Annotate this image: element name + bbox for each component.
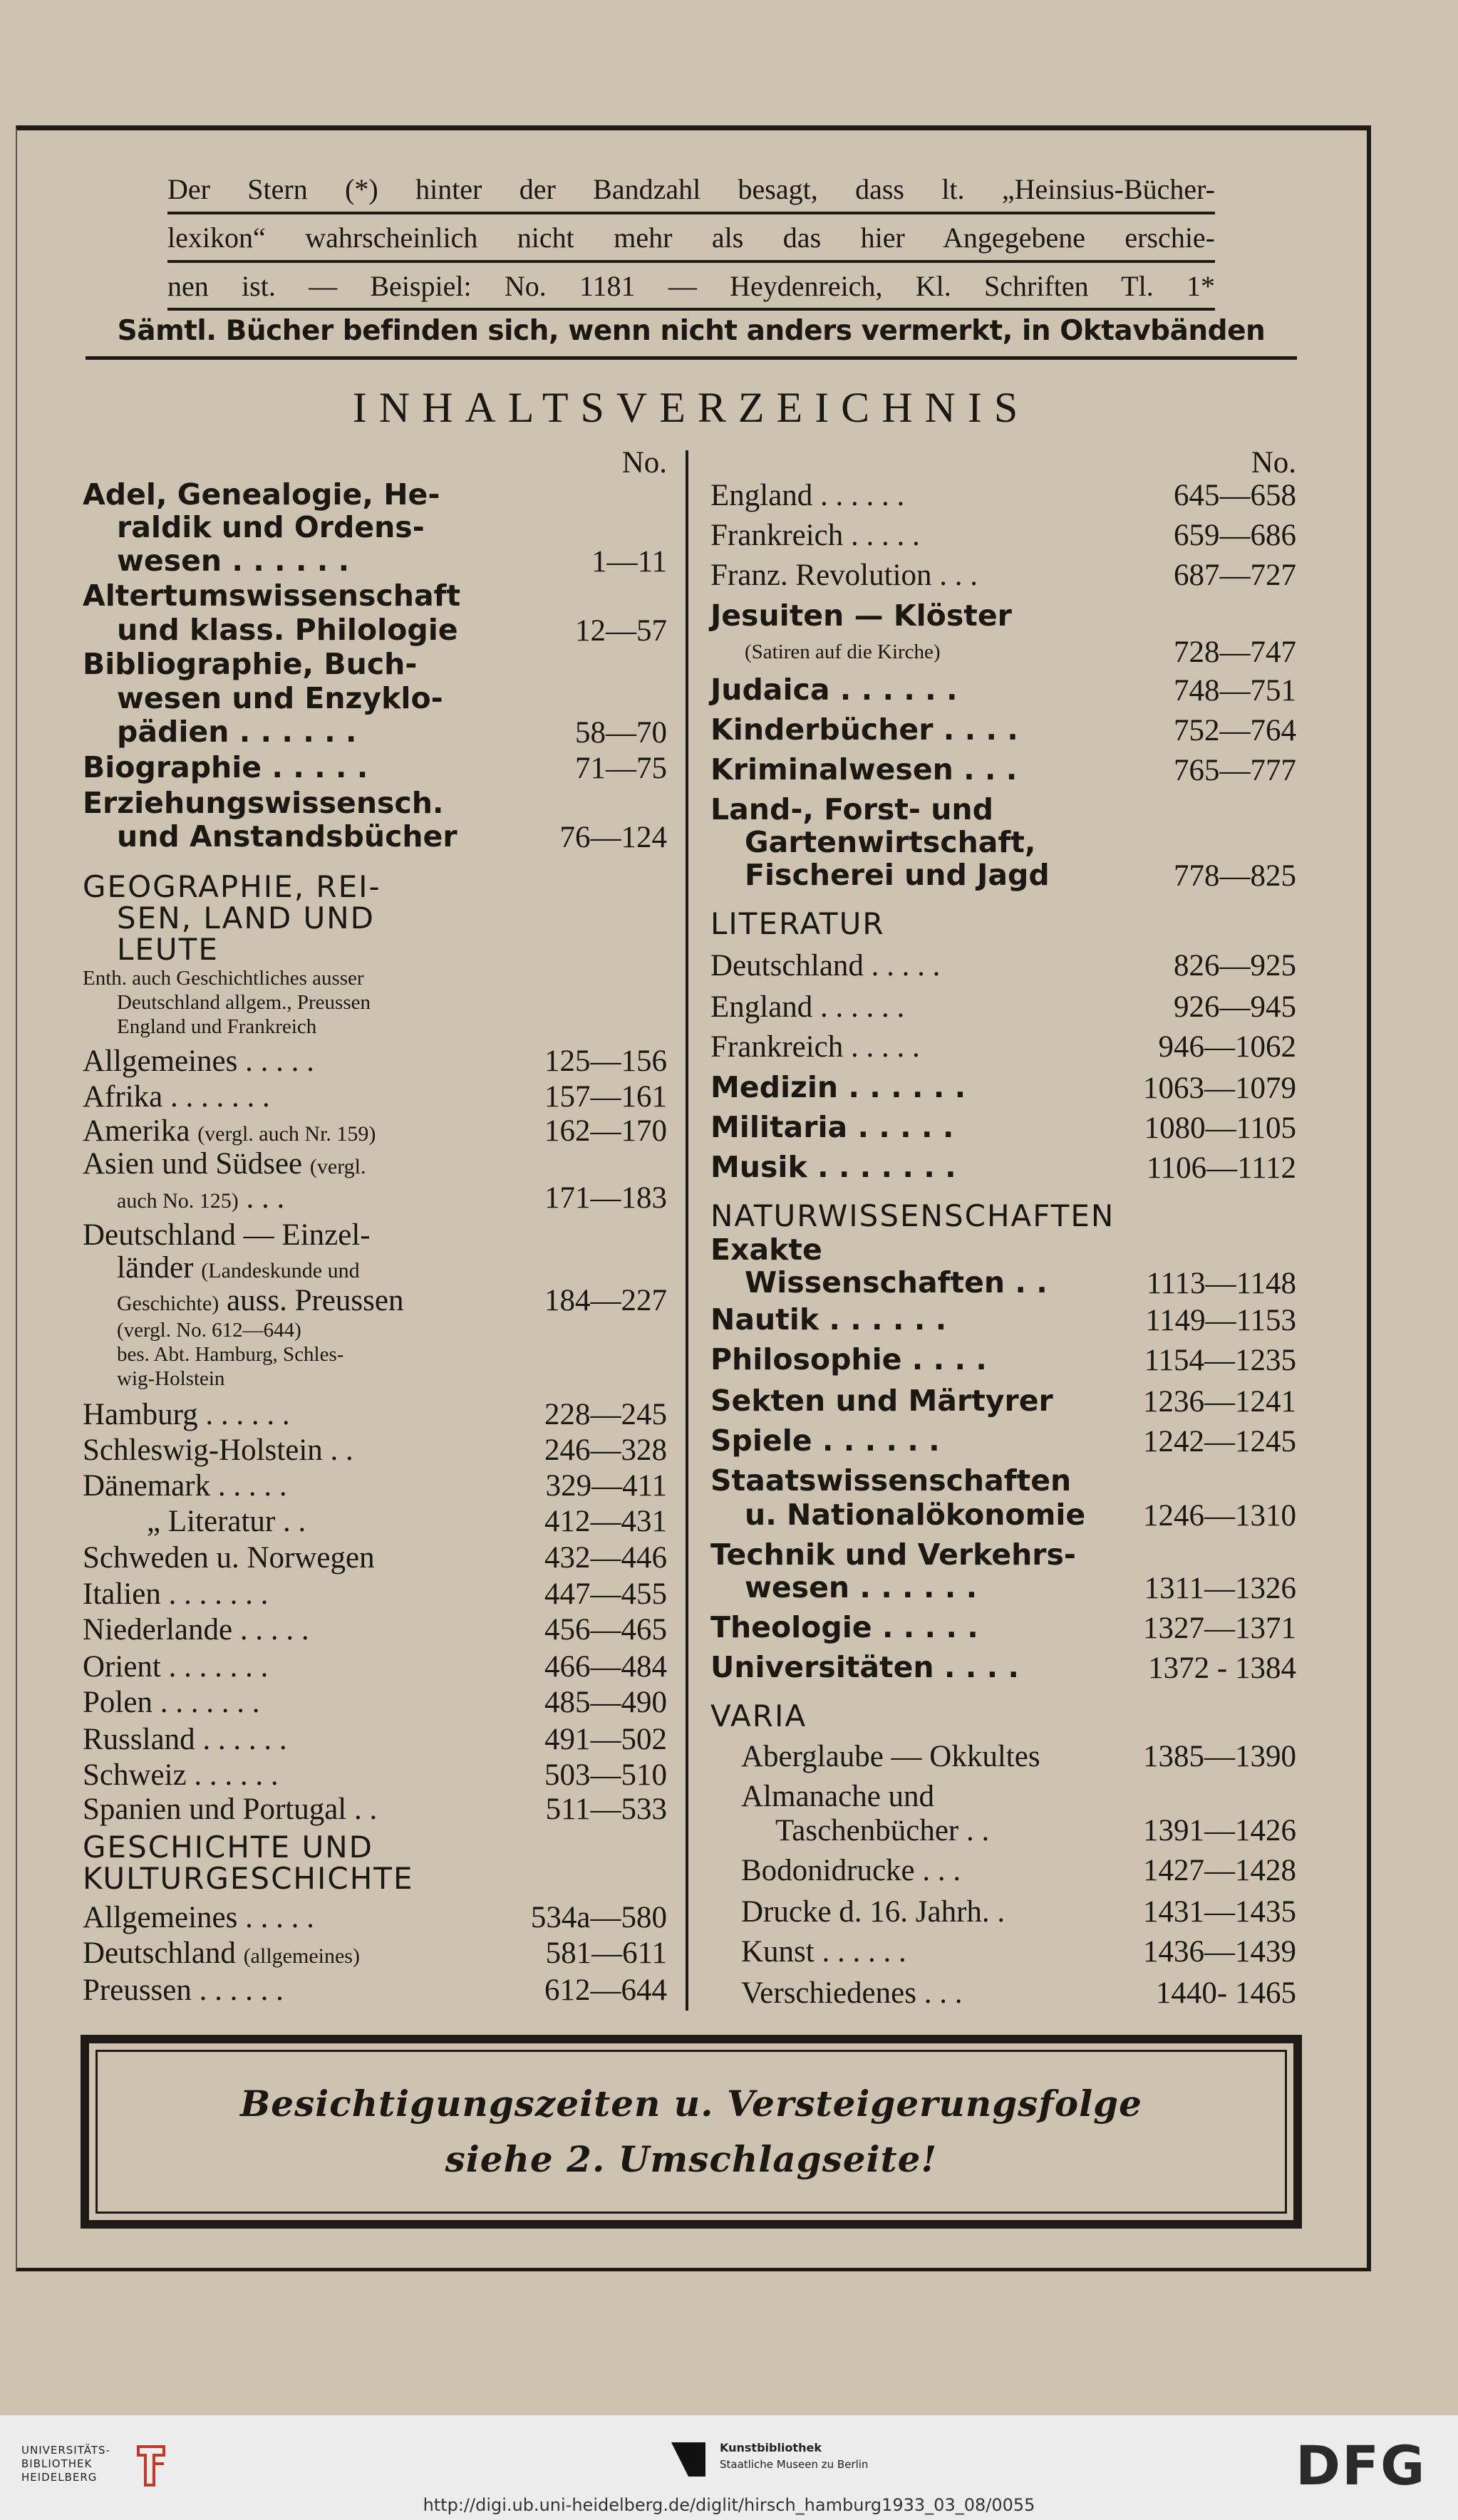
toc-entry: wesen und Enzyklo- — [117, 681, 443, 715]
toc-entry: „ Literatur . . 412—431 — [147, 1505, 667, 1538]
toc-entry: Geschichte) auss. Preussen 184—227 — [117, 1284, 667, 1317]
toc-entry: Spiele . . . . . . 1242—1245 — [710, 1424, 1296, 1458]
toc-entry: Aberglaube — Okkultes 1385—1390 — [741, 1740, 1296, 1773]
toc-title: INHALTSVERZEICHNIS — [352, 384, 1030, 431]
toc-entry: Deutschland . . . . . 826—925 — [710, 949, 1296, 982]
toc-entry: Hamburg . . . . . . 228—245 — [83, 1398, 667, 1431]
section-note: Deutschland allgem., Preussen — [117, 991, 371, 1014]
toc-entry: Spanien und Portugal . . 511—533 — [83, 1793, 667, 1826]
toc-entry: Schweden u. Norwegen 432—446 — [83, 1541, 667, 1575]
notice-box-inner — [95, 2050, 1287, 2214]
toc-entry: Bodonidrucke . . . 1427—1428 — [741, 1854, 1296, 1887]
section-heading: LITERATUR — [710, 906, 885, 941]
section-heading: GEOGRAPHIE, REI- — [83, 869, 381, 904]
rule — [86, 356, 1297, 360]
toc-entry: und Anstandsbücher 76—124 — [117, 819, 667, 854]
toc-entry: Kinderbücher . . . . 752—764 — [710, 712, 1296, 747]
toc-entry: Land-, Forst- und — [710, 792, 993, 826]
toc-entry: Wissenschaften . . 1113—1148 — [745, 1265, 1296, 1300]
heidelberg-logo-icon — [133, 2442, 170, 2489]
toc-entry: Adel, Genealogie, He- — [83, 477, 440, 512]
toc-entry: Afrika . . . . . . . 157—161 — [83, 1080, 667, 1114]
toc-entry: Deutschland (allgemeines) 581—611 — [83, 1936, 667, 1970]
kunstbibliothek-logo-icon — [668, 2439, 708, 2479]
section-heading: VARIA — [710, 1699, 807, 1733]
uni-heidelberg-logo[interactable]: UNIVERSITÄTS- BIBLIOTHEK HEIDELBERG — [21, 2444, 110, 2484]
toc-entry: Polen . . . . . . . 485—490 — [83, 1686, 667, 1719]
toc-entry: Drucke d. 16. Jahrh. . 1431—1435 — [741, 1895, 1296, 1929]
note-bold-line: Sämtl. Bücher befinden sich, wenn nicht anders vermerkt, in Oktavbänden — [117, 315, 1266, 347]
toc-entry: Dänemark . . . . . 329—411 — [83, 1469, 667, 1503]
toc-entry: Bibliographie, Buch- — [83, 647, 418, 681]
toc-entry: Franz. Revolution . . . 687—727 — [710, 559, 1296, 592]
rule — [167, 212, 1215, 214]
toc-entry: Jesuiten — Klöster — [710, 598, 1012, 633]
toc-entry: Verschiedenes . . . 1440- 1465 — [741, 1976, 1296, 2010]
note-line-1: Der Stern (*) hinter der Bandzahl besagt, dass lt. „Heinsius-Bücher- — [167, 173, 1215, 205]
toc-entry: Deutschland — Einzel- — [83, 1218, 371, 1252]
toc-entry: Gartenwirtschaft, — [745, 825, 1036, 859]
kunstbibliothek-sub: Staatliche Museen zu Berlin — [720, 2458, 869, 2471]
viewer-footer — [0, 2415, 1458, 2520]
rule — [167, 260, 1215, 263]
toc-entry: Niederlande . . . . . 456—465 — [83, 1613, 667, 1647]
toc-entry: Schweiz . . . . . . 503—510 — [83, 1758, 667, 1792]
toc-entry: Orient . . . . . . . 466—484 — [83, 1650, 667, 1684]
permalink-url[interactable]: http://digi.ub.uni-heidelberg.de/diglit/hirsch_hamburg1933_03_08/0055 — [423, 2495, 1035, 2515]
toc-entry: Nautik . . . . . . 1149—1153 — [710, 1302, 1296, 1337]
toc-entry: Technik und Verkehrs- — [710, 1538, 1076, 1572]
toc-entry: Militaria . . . . . 1080—1105 — [710, 1110, 1296, 1145]
toc-entry: Sekten und Märtyrer 1236—1241 — [710, 1384, 1296, 1419]
toc-entry: und klass. Philologie 12—57 — [117, 613, 667, 648]
toc-entry: u. Nationalökonomie 1246—1310 — [745, 1498, 1296, 1533]
section-note: wig-Holstein — [117, 1367, 225, 1390]
toc-entry: Fischerei und Jagd 778—825 — [745, 858, 1296, 893]
toc-entry: länder (Landeskunde und — [117, 1251, 360, 1285]
toc-entry: Preussen . . . . . . 612—644 — [83, 1974, 667, 2007]
toc-entry: Allgemeines . . . . . 125—156 — [83, 1044, 667, 1078]
section-note: Enth. auch Geschichtliches ausser — [83, 967, 364, 990]
toc-entry: Italien . . . . . . . 447—455 — [83, 1577, 667, 1611]
toc-entry: Frankreich . . . . . 946—1062 — [710, 1030, 1296, 1064]
toc-entry: raldik und Ordens- — [117, 510, 425, 544]
toc-entry: Philosophie . . . . 1154—1235 — [710, 1342, 1296, 1377]
notice-line-1: Besichtigungszeiten u. Versteigerungsfolge — [240, 2083, 1142, 2125]
toc-entry: Judaica . . . . . . 748—751 — [710, 673, 1296, 707]
note-line-2: lexikon“ wahrscheinlich nicht mehr als das hier Angegebene erschie- — [167, 222, 1215, 254]
right-no-header: No. — [1251, 446, 1296, 479]
toc-entry: Kriminalwesen . . . 765—777 — [710, 752, 1296, 787]
section-heading: NATURWISSENSCHAFTEN — [710, 1198, 1115, 1233]
section-heading: GESCHICHTE UND — [83, 1830, 373, 1865]
dfg-logo[interactable]: DFG — [1296, 2434, 1427, 2497]
note-line-3: nen ist. — Beispiel: No. 1181 — Heydenreich, Kl. Schriften Tl. 1* — [167, 270, 1215, 302]
section-heading: LEUTE — [117, 932, 219, 967]
toc-entry: Erziehungswissensch. — [83, 786, 444, 820]
toc-entry: Taschenbücher . . 1391—1426 — [775, 1814, 1296, 1847]
toc-entry: Allgemeines . . . . . 534a—580 — [83, 1901, 667, 1934]
toc-entry: Musik . . . . . . . 1106—1112 — [710, 1150, 1296, 1185]
toc-entry: Frankreich . . . . . 659—686 — [710, 519, 1296, 552]
toc-entry: Kunst . . . . . . 1436—1439 — [741, 1935, 1296, 1969]
toc-entry: England . . . . . . 926—945 — [710, 990, 1296, 1024]
kunstbibliothek-name: Kunstbibliothek — [720, 2441, 822, 2454]
section-heading: SEN, LAND UND — [117, 901, 376, 935]
toc-entry: Almanache und — [741, 1780, 935, 1813]
toc-entry: Biographie . . . . . 71—75 — [83, 750, 667, 785]
column-divider — [686, 450, 688, 2011]
toc-entry: Russland . . . . . . 491—502 — [83, 1723, 667, 1756]
toc-entry: wesen . . . . . . 1311—1326 — [745, 1570, 1296, 1605]
toc-entry: wesen . . . . . . 1—11 — [117, 544, 667, 579]
toc-entry: auch No. 125) . . . 171—183 — [117, 1181, 667, 1215]
toc-entry: Asien und Südsee (vergl. — [83, 1147, 366, 1181]
toc-entry: Medizin . . . . . . 1063—1079 — [710, 1070, 1296, 1105]
toc-entry: Theologie . . . . . 1327—1371 — [710, 1610, 1296, 1645]
section-note: bes. Abt. Hamburg, Schles- — [117, 1343, 344, 1366]
notice-box — [81, 2035, 1302, 2229]
section-note: England und Frankreich — [117, 1015, 317, 1038]
left-no-header: No. — [621, 446, 667, 479]
toc-entry: Exakte — [710, 1233, 822, 1267]
section-heading: KULTURGESCHICHTE — [83, 1861, 414, 1896]
section-note: (vergl. No. 612—644) — [117, 1319, 301, 1342]
toc-entry: Amerika (vergl. auch Nr. 159) 162—170 — [83, 1114, 667, 1148]
toc-entry: Altertumswissenschaft — [83, 579, 461, 613]
toc-entry: Schleswig-Holstein . . 246—328 — [83, 1433, 667, 1467]
toc-entry: pädien . . . . . . 58—70 — [117, 715, 667, 750]
toc-entry: Staatswissenschaften — [710, 1463, 1072, 1498]
rule — [167, 308, 1215, 311]
notice-line-2: siehe 2. Umschlagseite! — [445, 2138, 938, 2180]
toc-entry: (Satiren auf die Kirche) 728—747 — [745, 636, 1296, 669]
toc-entry: England . . . . . . 645—658 — [710, 479, 1296, 512]
toc-entry: Universitäten . . . . 1372 - 1384 — [710, 1650, 1296, 1685]
